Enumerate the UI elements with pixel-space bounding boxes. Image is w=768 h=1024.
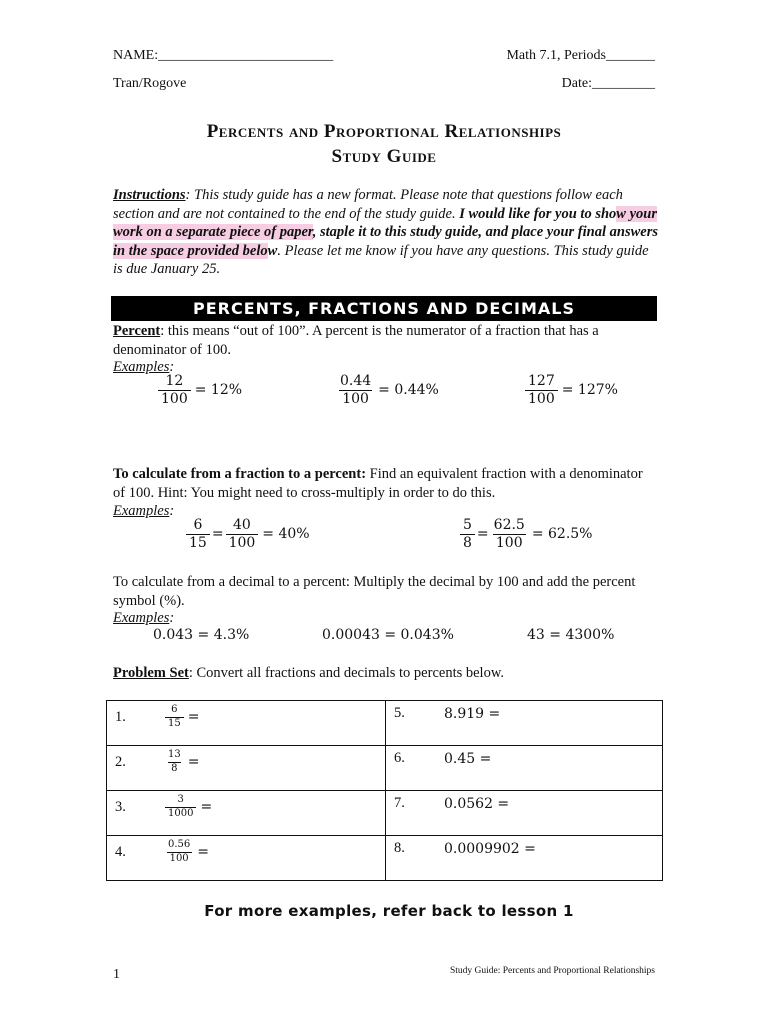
problem-expression: 0.45 = <box>444 750 492 767</box>
example-result: = 40% <box>262 526 310 543</box>
problem-cell-8[interactable] <box>386 836 663 881</box>
fraction-numerator: 3 <box>177 794 184 805</box>
equals-sign: = <box>187 754 200 770</box>
running-footer-title: Study Guide: Percents and Proportional Relationships <box>449 966 655 976</box>
problem-cell-6[interactable] <box>386 746 663 791</box>
problem-number: 8. <box>394 840 405 856</box>
page-title: Percents and Proportional Relationships <box>206 121 562 142</box>
fraction-numerator: 40 <box>233 517 251 533</box>
page-number: 1 <box>113 967 120 982</box>
examples-label-text: Examples <box>113 610 170 626</box>
name-field-label: NAME:_________________________ <box>113 48 334 63</box>
examples-label-text: Examples <box>113 503 170 519</box>
fraction-denominator: 100 <box>158 390 191 407</box>
example-result: = 127% <box>561 382 618 399</box>
equals-sign: = <box>211 526 224 543</box>
fraction-denominator: 15 <box>165 717 184 730</box>
problem-expression: 0.0009902 = <box>444 840 536 857</box>
decimal-example-1: 0.043 = 4.3% <box>153 627 250 643</box>
instructions-bold-text-3: w <box>267 242 278 259</box>
fraction-to-percent-text: Find an equivalent fraction with a denominator of 100. Hint: You might need to cross-multiply in order to do this. <box>113 466 643 501</box>
fraction-denominator: 15 <box>186 534 210 551</box>
problem-cell-5[interactable] <box>386 701 663 746</box>
instructions-text-2: . Please let me know if you have any questions. This study guide is due January 25. <box>113 242 649 277</box>
course-label: Math 7.1, Periods_______ <box>506 48 655 63</box>
fraction-denominator: 100 <box>525 390 558 407</box>
example-6-15 <box>186 518 310 550</box>
problem-number: 4. <box>115 843 126 860</box>
highlight-1: w your work on a separate piece of paper <box>113 205 657 240</box>
instructions-bold-text-2: , staple it to this study guide, and place your final answers <box>312 224 658 240</box>
more-examples-note: For more examples, refer back to lesson 1 <box>204 902 574 920</box>
problem-set-table <box>106 700 663 881</box>
problem-set-text: : Convert all fractions and decimals to percents below. <box>188 665 504 681</box>
decimal-example-2: 0.00043 = 0.043% <box>322 627 454 643</box>
table-row <box>107 746 663 791</box>
instructions-text: : This study guide has a new format. Please note that questions follow each section and are not contained to the end of the study guide. <box>113 187 623 222</box>
example-result: = 12% <box>194 382 243 399</box>
fraction-numerator: 0.56 <box>168 839 191 850</box>
examples-label-2: Examples: <box>113 503 175 519</box>
example-5-8 <box>460 518 592 550</box>
page-subtitle: Study Guide <box>331 146 437 167</box>
fraction-numerator: 13 <box>168 749 181 760</box>
problem-number: 5. <box>394 705 405 721</box>
fraction-numerator: 0.44 <box>340 373 372 389</box>
section-heading: PERCENTS, FRACTIONS AND DECIMALS <box>192 299 575 318</box>
examples-label-3: Examples: <box>113 610 175 626</box>
problem-cell-4[interactable] <box>107 836 386 881</box>
problem-expression: 8.919 = <box>444 705 501 722</box>
problem-cell-3[interactable] <box>107 791 386 836</box>
problem-set-label: Problem Set <box>113 665 189 681</box>
problem-cell-1[interactable] <box>107 701 386 746</box>
examples-label-1: Examples: <box>113 359 175 375</box>
problem-expression: 0.0562 = <box>444 795 510 812</box>
problem-number: 2. <box>115 753 126 770</box>
fraction-denominator: 100 <box>226 534 259 551</box>
equals-sign: = <box>197 844 209 860</box>
fraction-numerator: 6 <box>193 517 203 533</box>
example-0.44-100 <box>337 374 439 406</box>
fraction-numerator: 12 <box>165 373 184 389</box>
instructions-bold-text: I would like for you to sho <box>459 205 617 222</box>
percent-definition-text: : this means “out of 100”. A percent is the numerator of a fraction that has a denominator of 100. <box>113 323 599 358</box>
fraction-denominator: 8 <box>168 762 180 775</box>
fraction-to-percent-lead: To calculate from a fraction to a percent: <box>113 466 367 482</box>
instructions-label: Instructions <box>113 187 186 203</box>
examples-label-text: Examples <box>113 359 170 375</box>
table-row <box>107 836 663 881</box>
example-result: = 62.5% <box>531 526 593 543</box>
example-result: = 0.44% <box>378 382 439 399</box>
fraction-denominator: 1000 <box>165 807 196 820</box>
date-field-label: Date:_________ <box>561 76 655 91</box>
fraction-denominator: 8 <box>460 534 475 551</box>
problem-cell-7[interactable] <box>386 791 663 836</box>
equals-sign: = <box>187 709 200 725</box>
example-127-100 <box>525 374 618 406</box>
highlight-2: in the space provided belo <box>113 242 268 259</box>
problem-number: 6. <box>394 750 405 766</box>
problem-number: 1. <box>115 708 126 725</box>
table-row <box>107 701 663 746</box>
decimal-example-3: 43 = 4300% <box>527 627 615 643</box>
fraction-denominator: 100 <box>493 534 526 551</box>
fraction-numerator: 6 <box>171 704 178 715</box>
fraction-numerator: 62.5 <box>493 517 525 533</box>
fraction-to-percent-paragraph <box>113 465 658 502</box>
example-12-100 <box>158 374 242 406</box>
equals-sign: = <box>476 526 489 543</box>
instructions-paragraph <box>113 186 658 279</box>
teachers-label: Tran/Rogove <box>113 76 187 91</box>
percent-term: Percent <box>113 323 161 339</box>
fraction-denominator: 100 <box>339 390 372 407</box>
table-row <box>107 791 663 836</box>
fraction-numerator: 127 <box>528 373 555 389</box>
fraction-denominator: 100 <box>167 852 192 865</box>
fraction-numerator: 5 <box>463 517 472 533</box>
problem-cell-2[interactable] <box>107 746 386 791</box>
problem-number: 3. <box>115 798 126 815</box>
section-heading-bar <box>111 296 657 321</box>
percent-definition <box>113 322 658 359</box>
decimal-to-percent-paragraph: To calculate from a decimal to a percent: Multiply the decimal by 100 and add the percent symbol (%). <box>113 574 636 609</box>
problem-set-heading <box>113 664 504 683</box>
equals-sign: = <box>200 799 213 815</box>
problem-number: 7. <box>394 795 405 811</box>
